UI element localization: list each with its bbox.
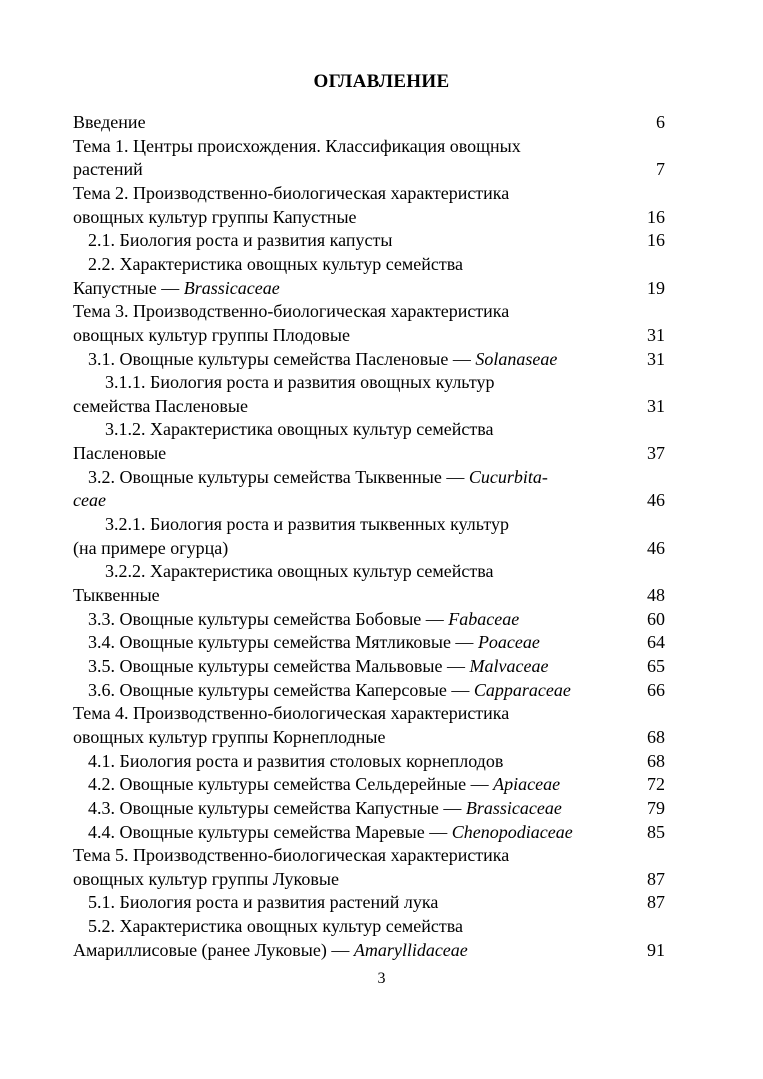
toc-entry-latin-name: Capparaceae xyxy=(473,679,571,700)
toc-entry-page: 79 xyxy=(647,797,665,818)
toc-entry-title xyxy=(88,631,540,654)
toc-entry xyxy=(73,513,665,536)
toc-entry-text: 4.2. Овощные культуры семейства Сельдерейные — xyxy=(88,774,494,795)
toc-entry-title xyxy=(88,229,392,252)
toc-entry xyxy=(73,537,665,560)
toc-entry-title xyxy=(88,773,560,796)
toc-entry xyxy=(73,868,665,891)
toc-entry-text: 3.1. Овощные культуры семейства Пасленовые — xyxy=(88,348,476,369)
toc-entry-text: Капустные — xyxy=(73,277,184,298)
page-number: 3 xyxy=(377,970,386,987)
toc-entry-title xyxy=(73,182,509,205)
toc-entry-page: 65 xyxy=(647,655,665,676)
toc-entry-title xyxy=(88,797,562,820)
toc-entry xyxy=(73,631,665,654)
toc-entry-text: Тема 4. Производственно-биологическая характеристика xyxy=(73,703,510,724)
toc-entry-text: овощных культур группы Капустные xyxy=(73,206,357,227)
toc-entry-title xyxy=(105,371,494,394)
toc-entry-title xyxy=(88,915,463,938)
toc-entry xyxy=(73,466,665,489)
toc-entry-page: 16 xyxy=(647,230,665,251)
toc-entry-title xyxy=(73,135,521,158)
toc-entry-page: 60 xyxy=(647,608,665,629)
toc-entry-text: 2.2. Характеристика овощных культур семейства xyxy=(88,253,464,274)
toc-entry-title xyxy=(73,702,509,725)
toc-entry-title xyxy=(73,277,280,300)
toc-entry-title xyxy=(73,489,106,512)
toc-entry xyxy=(73,206,665,229)
toc-entry xyxy=(73,679,665,702)
toc-entry xyxy=(73,324,665,347)
toc-entry-title xyxy=(88,608,519,631)
toc-entry-title xyxy=(88,750,503,773)
toc-entry-page: 37 xyxy=(647,443,665,464)
toc-entry xyxy=(73,891,665,914)
toc-entry xyxy=(73,229,665,252)
toc-entry-latin-name: Amaryllidaceae xyxy=(353,939,468,960)
toc-entry-page: 46 xyxy=(647,490,665,511)
toc-entry-text: Тема 1. Центры происхождения. Классификация овощных xyxy=(73,135,521,156)
toc-entry-text: 3.3. Овощные культуры семейства Бобовые — xyxy=(88,608,449,629)
toc-entry xyxy=(73,797,665,820)
toc-entry xyxy=(73,253,665,276)
toc-entry xyxy=(73,158,665,181)
toc-entry xyxy=(73,750,665,773)
toc-entry-text: (на примере огурца) xyxy=(73,537,229,558)
toc-entry xyxy=(73,300,665,323)
toc-entry-page: 31 xyxy=(647,324,665,345)
toc-entry-text: овощных культур группы Плодовые xyxy=(73,324,351,345)
toc-entry-page: 31 xyxy=(647,395,665,416)
toc-entry-title xyxy=(73,844,509,867)
toc-entry-page: 68 xyxy=(647,726,665,747)
toc-entry xyxy=(73,182,665,205)
toc-entry-text: 3.1.2. Характеристика овощных культур семейства xyxy=(105,419,494,440)
toc-entry-page: 16 xyxy=(647,206,665,227)
toc-entry-title xyxy=(88,679,571,702)
toc-entry-text: Тема 2. Производственно-биологическая характеристика xyxy=(73,182,510,203)
toc-entry xyxy=(73,418,665,441)
toc-entry-title xyxy=(73,584,160,607)
toc-entry-title xyxy=(88,891,438,914)
toc-entry-text: 4.4. Овощные культуры семейства Маревые — xyxy=(88,821,452,842)
toc-entry-text: овощных культур группы Луковые xyxy=(73,868,339,889)
toc-entry xyxy=(73,560,665,583)
toc-entry-title xyxy=(73,206,357,229)
toc-entry xyxy=(73,277,665,300)
toc-entry xyxy=(73,489,665,512)
toc-entry-title xyxy=(73,442,166,465)
toc-entry-text: Тема 3. Производственно-биологическая характеристика xyxy=(73,301,510,322)
toc-entry-latin-name: Chenopodiaceae xyxy=(451,821,573,842)
toc-entry-text: Тема 5. Производственно-биологическая характеристика xyxy=(73,845,510,866)
toc-entry-text: 3.1.1. Биология роста и развития овощных культур xyxy=(105,372,495,393)
toc-entry-page: 87 xyxy=(647,868,665,889)
toc-entry xyxy=(73,702,665,725)
toc-entry-title xyxy=(88,466,548,489)
toc-entry-title xyxy=(88,655,548,678)
toc-entry xyxy=(73,111,665,134)
toc-entry-page: 46 xyxy=(647,537,665,558)
toc-entry-latin-name: Solanaseae xyxy=(475,348,558,369)
toc-entry-page: 85 xyxy=(647,821,665,842)
toc-entry-text: 3.2. Овощные культуры семейства Тыквенные — xyxy=(88,466,469,487)
toc-entry-page: 72 xyxy=(647,774,665,795)
toc-entry-text: 4.3. Овощные культуры семейства Капустные — xyxy=(88,797,466,818)
toc-entry-title xyxy=(105,560,494,583)
toc-entry-page: 91 xyxy=(647,939,665,960)
toc-entry-latin-name: ceae xyxy=(73,490,106,511)
toc-entry xyxy=(73,608,665,631)
toc-entry xyxy=(73,655,665,678)
toc-entry xyxy=(73,135,665,158)
toc-entry-title xyxy=(73,726,386,749)
toc-entry-title xyxy=(88,253,463,276)
toc-entry-title xyxy=(73,537,228,560)
toc-entry-text: 2.1. Биология роста и развития капусты xyxy=(88,230,393,251)
toc-entry-text: Тыквенные xyxy=(73,585,160,605)
toc-entry-text: 5.2. Характеристика овощных культур семейства xyxy=(88,916,464,937)
page-title: ОГЛАВЛЕНИЕ xyxy=(313,71,450,92)
toc-entry-page: 6 xyxy=(656,112,665,132)
toc-entry-text: овощных культур группы Корнеплодные xyxy=(73,726,386,747)
toc-entry-text: 4.1. Биология роста и развития столовых корнеплодов xyxy=(88,750,504,771)
toc-entry-title xyxy=(73,395,248,418)
toc-entry-text: Введение xyxy=(73,112,146,132)
toc-entry xyxy=(73,348,665,371)
toc-entry-page: 68 xyxy=(647,750,665,771)
toc-entry-title xyxy=(73,324,350,347)
toc-entry-page: 48 xyxy=(647,585,665,605)
toc-entry xyxy=(73,821,665,844)
toc-entry-page: 31 xyxy=(647,348,665,369)
toc-entry-title xyxy=(105,513,509,536)
toc-entry-text: 3.5. Овощные культуры семейства Мальвовые — xyxy=(88,655,470,676)
toc-entry-title xyxy=(88,348,557,371)
toc-entry-text: 3.2.1. Биология роста и развития тыквенных культур xyxy=(105,514,509,535)
toc-entry-latin-name: Malvaceae xyxy=(469,655,549,676)
toc-entry-text: 5.1. Биология роста и развития растений лука xyxy=(88,892,439,913)
toc-entry-title xyxy=(73,111,146,134)
toc-entry-latin-name: Apiaceae xyxy=(493,774,561,795)
toc-entry xyxy=(73,584,665,607)
toc-entry-title xyxy=(73,158,143,181)
toc-entry-page: 64 xyxy=(647,632,665,653)
toc-entry-title xyxy=(105,418,494,441)
toc-entry-page: 19 xyxy=(647,277,665,298)
toc-entry-latin-name: Poaceae xyxy=(477,632,540,653)
toc-entry xyxy=(73,442,665,465)
toc-entry-text: Амариллисовые (ранее Луковые) — xyxy=(73,939,354,960)
toc-entry xyxy=(73,844,665,867)
toc-entry-text: растений xyxy=(73,159,143,180)
toc-entry-page: 87 xyxy=(647,892,665,913)
toc-entry xyxy=(73,395,665,418)
toc-entry-text: 3.6. Овощные культуры семейства Каперсовые — xyxy=(88,679,474,700)
toc-entry-latin-name: Cucurbita- xyxy=(468,466,548,487)
toc-entry-page: 66 xyxy=(647,679,665,700)
toc-entry-latin-name: Fabaceae xyxy=(448,608,520,629)
toc-entry-text: семейства Пасленовые xyxy=(73,395,248,416)
toc-entry xyxy=(73,915,665,938)
toc-entry-page: 7 xyxy=(656,159,665,180)
toc-entry-title xyxy=(73,939,468,962)
toc-entry xyxy=(73,726,665,749)
toc-entry-latin-name: Brassicaceae xyxy=(183,277,280,298)
toc-entry-text: 3.4. Овощные культуры семейства Мятликовые — xyxy=(88,632,478,653)
toc-entry-title xyxy=(73,868,339,891)
toc-entry xyxy=(73,939,665,962)
toc-entry-title xyxy=(88,821,573,844)
toc-entry xyxy=(73,371,665,394)
toc-entry-title xyxy=(73,300,509,323)
toc-entry-text: 3.2.2. Характеристика овощных культур семейства xyxy=(105,561,494,582)
toc-entry-text: Пасленовые xyxy=(73,443,167,464)
toc-entry xyxy=(73,773,665,796)
toc-entry-latin-name: Brassicaceae xyxy=(465,797,562,818)
